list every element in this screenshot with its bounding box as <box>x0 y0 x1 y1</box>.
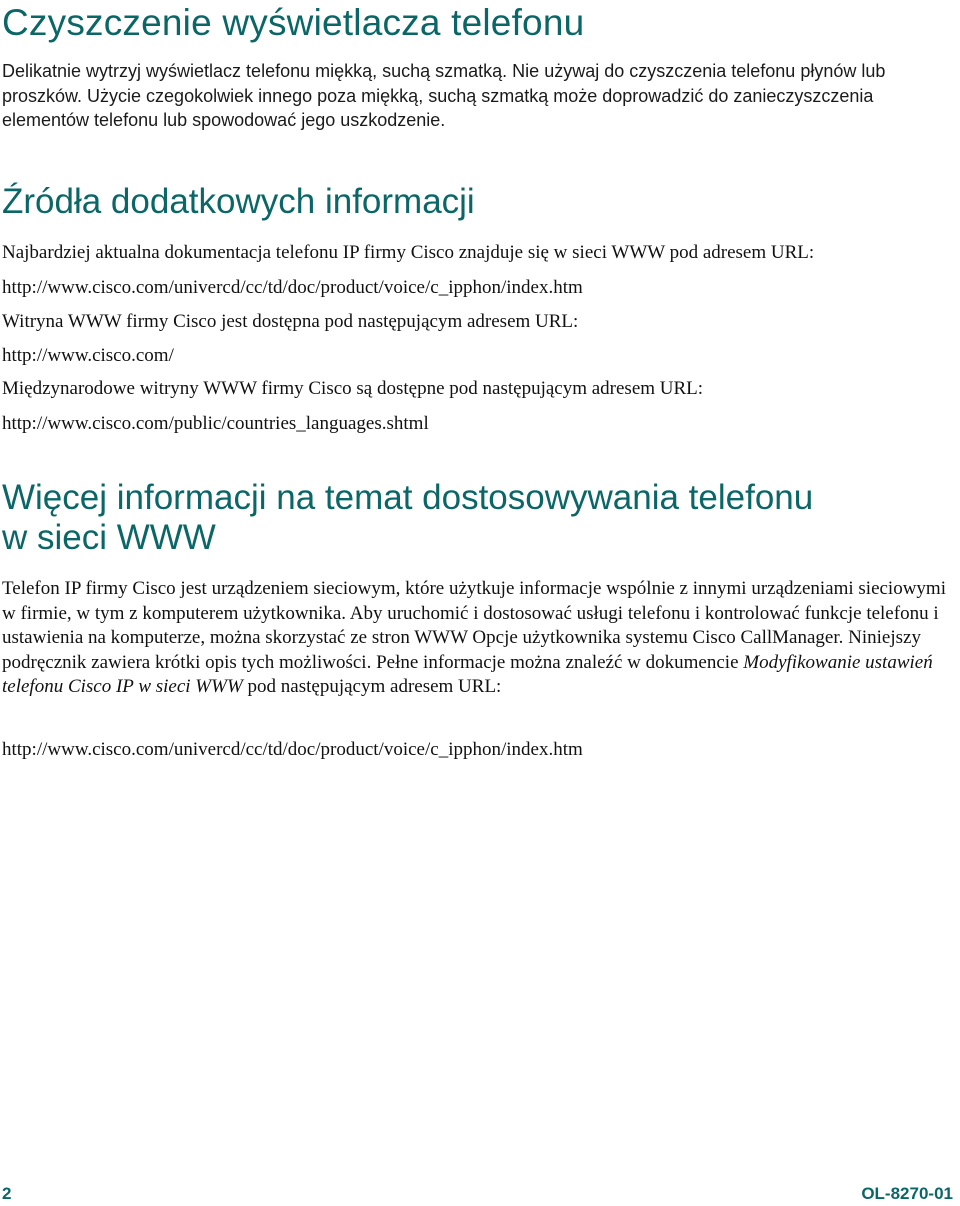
web-customization-url-link[interactable]: http://www.cisco.com/univercd/cc/td/doc/product/voice/c_ipphon/index.htm <box>2 739 583 760</box>
web-customization-paragraph <box>2 577 957 700</box>
section-heading-cleaning: Czyszczenie wyświetlacza telefonu <box>2 2 585 43</box>
cisco-site-text: Witryna WWW firmy Cisco jest dostępna pod następującym adresem URL: <box>2 311 579 332</box>
intl-sites-url-link[interactable]: http://www.cisco.com/public/countries_languages.shtml <box>2 413 429 434</box>
sources-intro-text: Najbardziej aktualna dokumentacja telefonu IP firmy Cisco znajduje się w sieci WWW pod adresem URL: <box>2 242 815 263</box>
document-id: OL-8270-01 <box>861 1184 953 1203</box>
heading-line-2: w sieci WWW <box>2 518 216 557</box>
page-number: 2 <box>2 1184 12 1203</box>
doc-url-link[interactable]: http://www.cisco.com/univercd/cc/td/doc/product/voice/c_ipphon/index.htm <box>2 277 583 298</box>
section-heading-sources: Źródła dodatkowych informacji <box>2 182 475 221</box>
intl-sites-text: Międzynarodowe witryny WWW firmy Cisco są dostępne pod następującym adresem URL: <box>2 378 704 399</box>
paragraph-text-part1: Telefon IP firmy Cisco jest urządzeniem sieciowym, które użytkuje informacje wspólnie z innymi urządzeniami sieciowymi w firmie, w tym z komputerem użytkownika. Aby uruchomić i dostosować usługi telefonu i kontrolować funkcje telefonu i ustawienia na komputerze, można skorzystać ze stron WWW Opcje użytkownika systemu Cisco CallManager. Niniejszy podręcznik zawiera krótki opis tych możliwości. Pełne informacje można znaleźć w dokumencie <box>2 578 946 673</box>
section-heading-web-customization <box>2 478 813 558</box>
heading-line-1: Więcej informacji na temat dostosowywania telefonu <box>2 478 814 517</box>
cisco-home-url-link[interactable]: http://www.cisco.com/ <box>2 345 174 366</box>
paragraph-text-part2: pod następującym adresem URL: <box>242 676 502 697</box>
document-title-italic: Modyfikowanie ustawień telefonu Cisco IP w sieci WWW <box>2 651 933 697</box>
cleaning-paragraph: Delikatnie wytrzyj wyświetlacz telefonu miękką, suchą szmatką. Nie używaj do czyszczenia telefonu płynów lub proszków. Użycie czegokolwiek innego poza miękką, suchą szmatką może doprowadzić do zanieczyszczenia elementów telefonu lub spowodować jego uszkodzenie. <box>2 61 886 130</box>
